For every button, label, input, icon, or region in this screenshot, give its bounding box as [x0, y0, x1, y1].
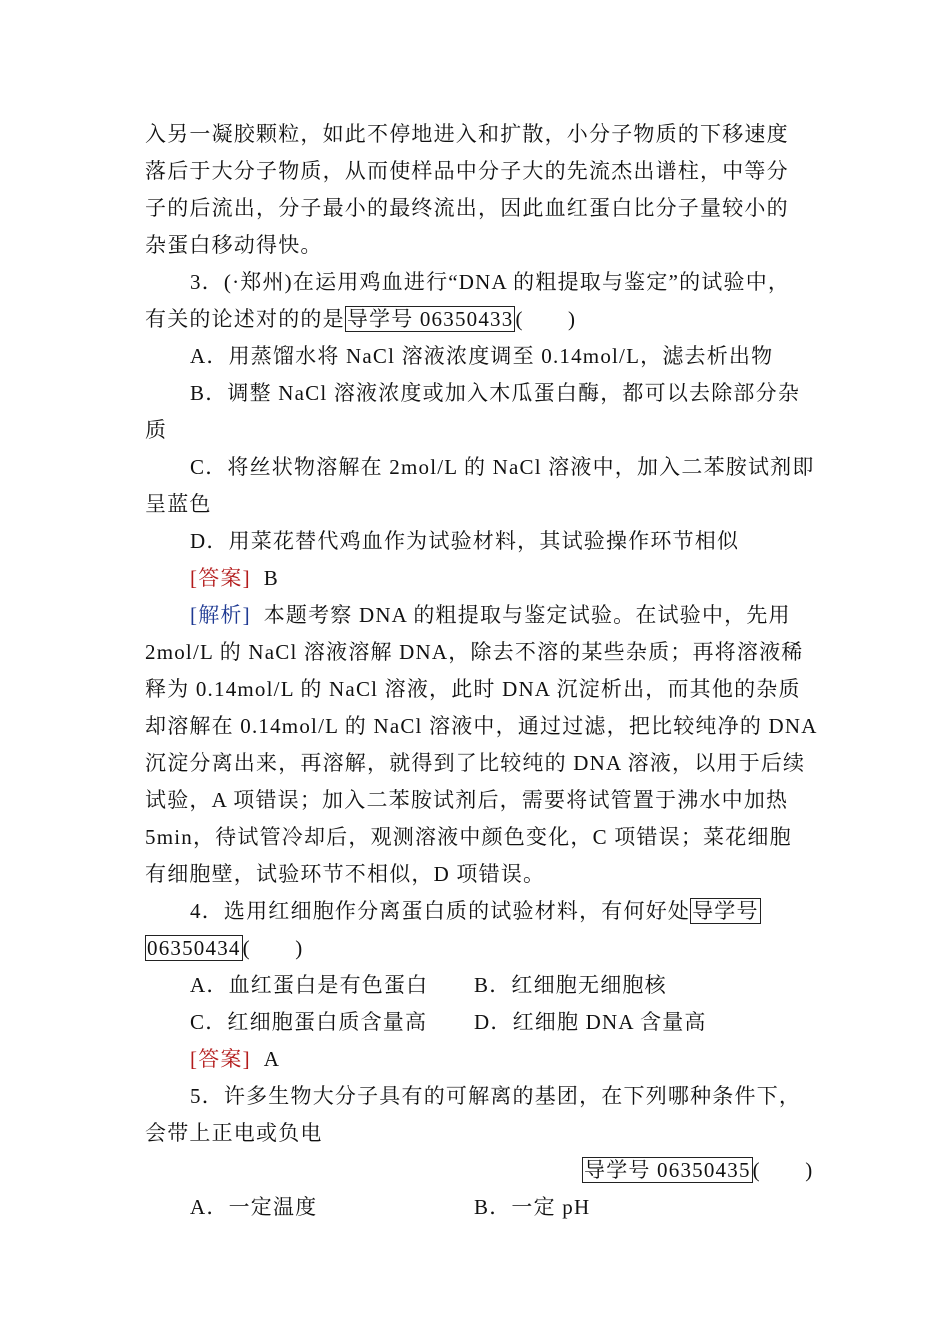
question-3-option-a: A．用蒸馏水将 NaCl 溶液浓度调至 0.14mol/L，滤去析出物: [190, 344, 774, 368]
answer-value: A: [263, 1047, 281, 1071]
intro-line: 杂蛋白移动得快。: [145, 233, 323, 257]
question-3-stem-text: 有关的论述对的的是: [145, 307, 345, 331]
question-5-stem-cont: 会带上正电或负电: [145, 1121, 323, 1145]
question-5-stem: 5．许多生物大分子具有的可解离的基团，在下列哪种条件下，: [190, 1084, 802, 1108]
question-5-guide-number: 导学号 06350435: [584, 1158, 751, 1182]
question-3-option-b: B．调整 NaCl 溶液浓度或加入木瓜蛋白酶，都可以去除部分杂: [190, 381, 801, 405]
question-4-guide-number: 06350434: [147, 936, 241, 960]
analysis-line: 有细胞壁，试验环节不相似，D 项错误。: [145, 862, 546, 886]
question-4-stem-text: 4．选用红细胞作分离蛋白质的试验材料，有何好处: [190, 899, 691, 923]
analysis-line: 释为 0.14mol/L 的 NaCl 溶液，此时 DNA 沉淀析出，而其他的杂质: [145, 677, 801, 701]
question-3-answer: [190, 564, 279, 592]
question-5-answer-paren: ( ): [752, 1158, 814, 1182]
question-3-option-c: C．将丝状物溶解在 2mol/L 的 NaCl 溶液中，加入二苯胺试剂即: [190, 455, 815, 479]
intro-line: 落后于大分子物质，从而使样品中分子大的先流杰出谱柱，中等分: [145, 159, 789, 183]
question-5-guide-row: [582, 1156, 813, 1184]
question-4-stem-cont: [145, 934, 303, 962]
analysis-line: 试验，A 项错误；加入二苯胺试剂后，需要将试管置于沸水中加热: [145, 788, 789, 812]
intro-line: 子的后流出，分子最小的最终流出，因此血红蛋白比分子量较小的: [145, 196, 789, 220]
question-3-stem: 3．(·郑州)在运用鸡血进行“DNA 的粗提取与鉴定”的试验中，: [190, 270, 791, 294]
question-3-guide-number: 导学号 06350433: [346, 307, 514, 331]
question-3-option-c-cont: 呈蓝色: [145, 492, 212, 516]
question-4-stem: [190, 897, 761, 925]
answer-value: B: [263, 566, 279, 590]
question-4-guide-label: 导学号: [692, 899, 759, 923]
answer-tag: [答案]: [190, 1047, 251, 1071]
question-4-answer: [190, 1045, 280, 1073]
question-4-option-d: D．红细胞 DNA 含量高: [474, 1010, 707, 1034]
analysis-line: 本题考察 DNA 的粗提取与鉴定试验。在试验中，先用: [263, 603, 791, 627]
question-3-option-b-cont: 质: [145, 418, 168, 442]
question-4-option-b: B．红细胞无细胞核: [474, 973, 667, 997]
question-3-answer-paren: ( ): [515, 307, 577, 331]
question-3-option-d: D．用菜花替代鸡血作为试验材料，其试验操作环节相似: [190, 529, 740, 553]
question-4-option-c: C．红细胞蛋白质含量高: [190, 1010, 428, 1034]
intro-line: 入另一凝胶颗粒，如此不停地进入和扩散，小分子物质的下移速度: [145, 122, 789, 146]
analysis-line: 沉淀分离出来，再溶解，就得到了比较纯的 DNA 溶液，以用于后续: [145, 751, 806, 775]
question-4-option-a: A．血红蛋白是有色蛋白: [190, 973, 429, 997]
analysis-line: 5min，待试管冷却后，观测溶液中颜色变化，C 项错误；菜花细胞: [145, 825, 792, 849]
answer-tag: [答案]: [190, 566, 251, 590]
analysis-tag: [解析]: [190, 603, 251, 627]
analysis-line: 却溶解在 0.14mol/L 的 NaCl 溶液中，通过过滤，把比较纯净的 DNA: [145, 714, 818, 738]
question-5-option-b: B．一定 pH: [474, 1195, 591, 1219]
question-4-answer-paren: ( ): [242, 936, 304, 960]
analysis-line: 2mol/L 的 NaCl 溶液溶解 DNA，除去不溶的某些杂质；再将溶液稀: [145, 640, 804, 664]
question-3-stem-cont: [145, 305, 576, 333]
question-5-option-a: A．一定温度: [190, 1195, 318, 1219]
question-3-analysis: [190, 601, 791, 629]
